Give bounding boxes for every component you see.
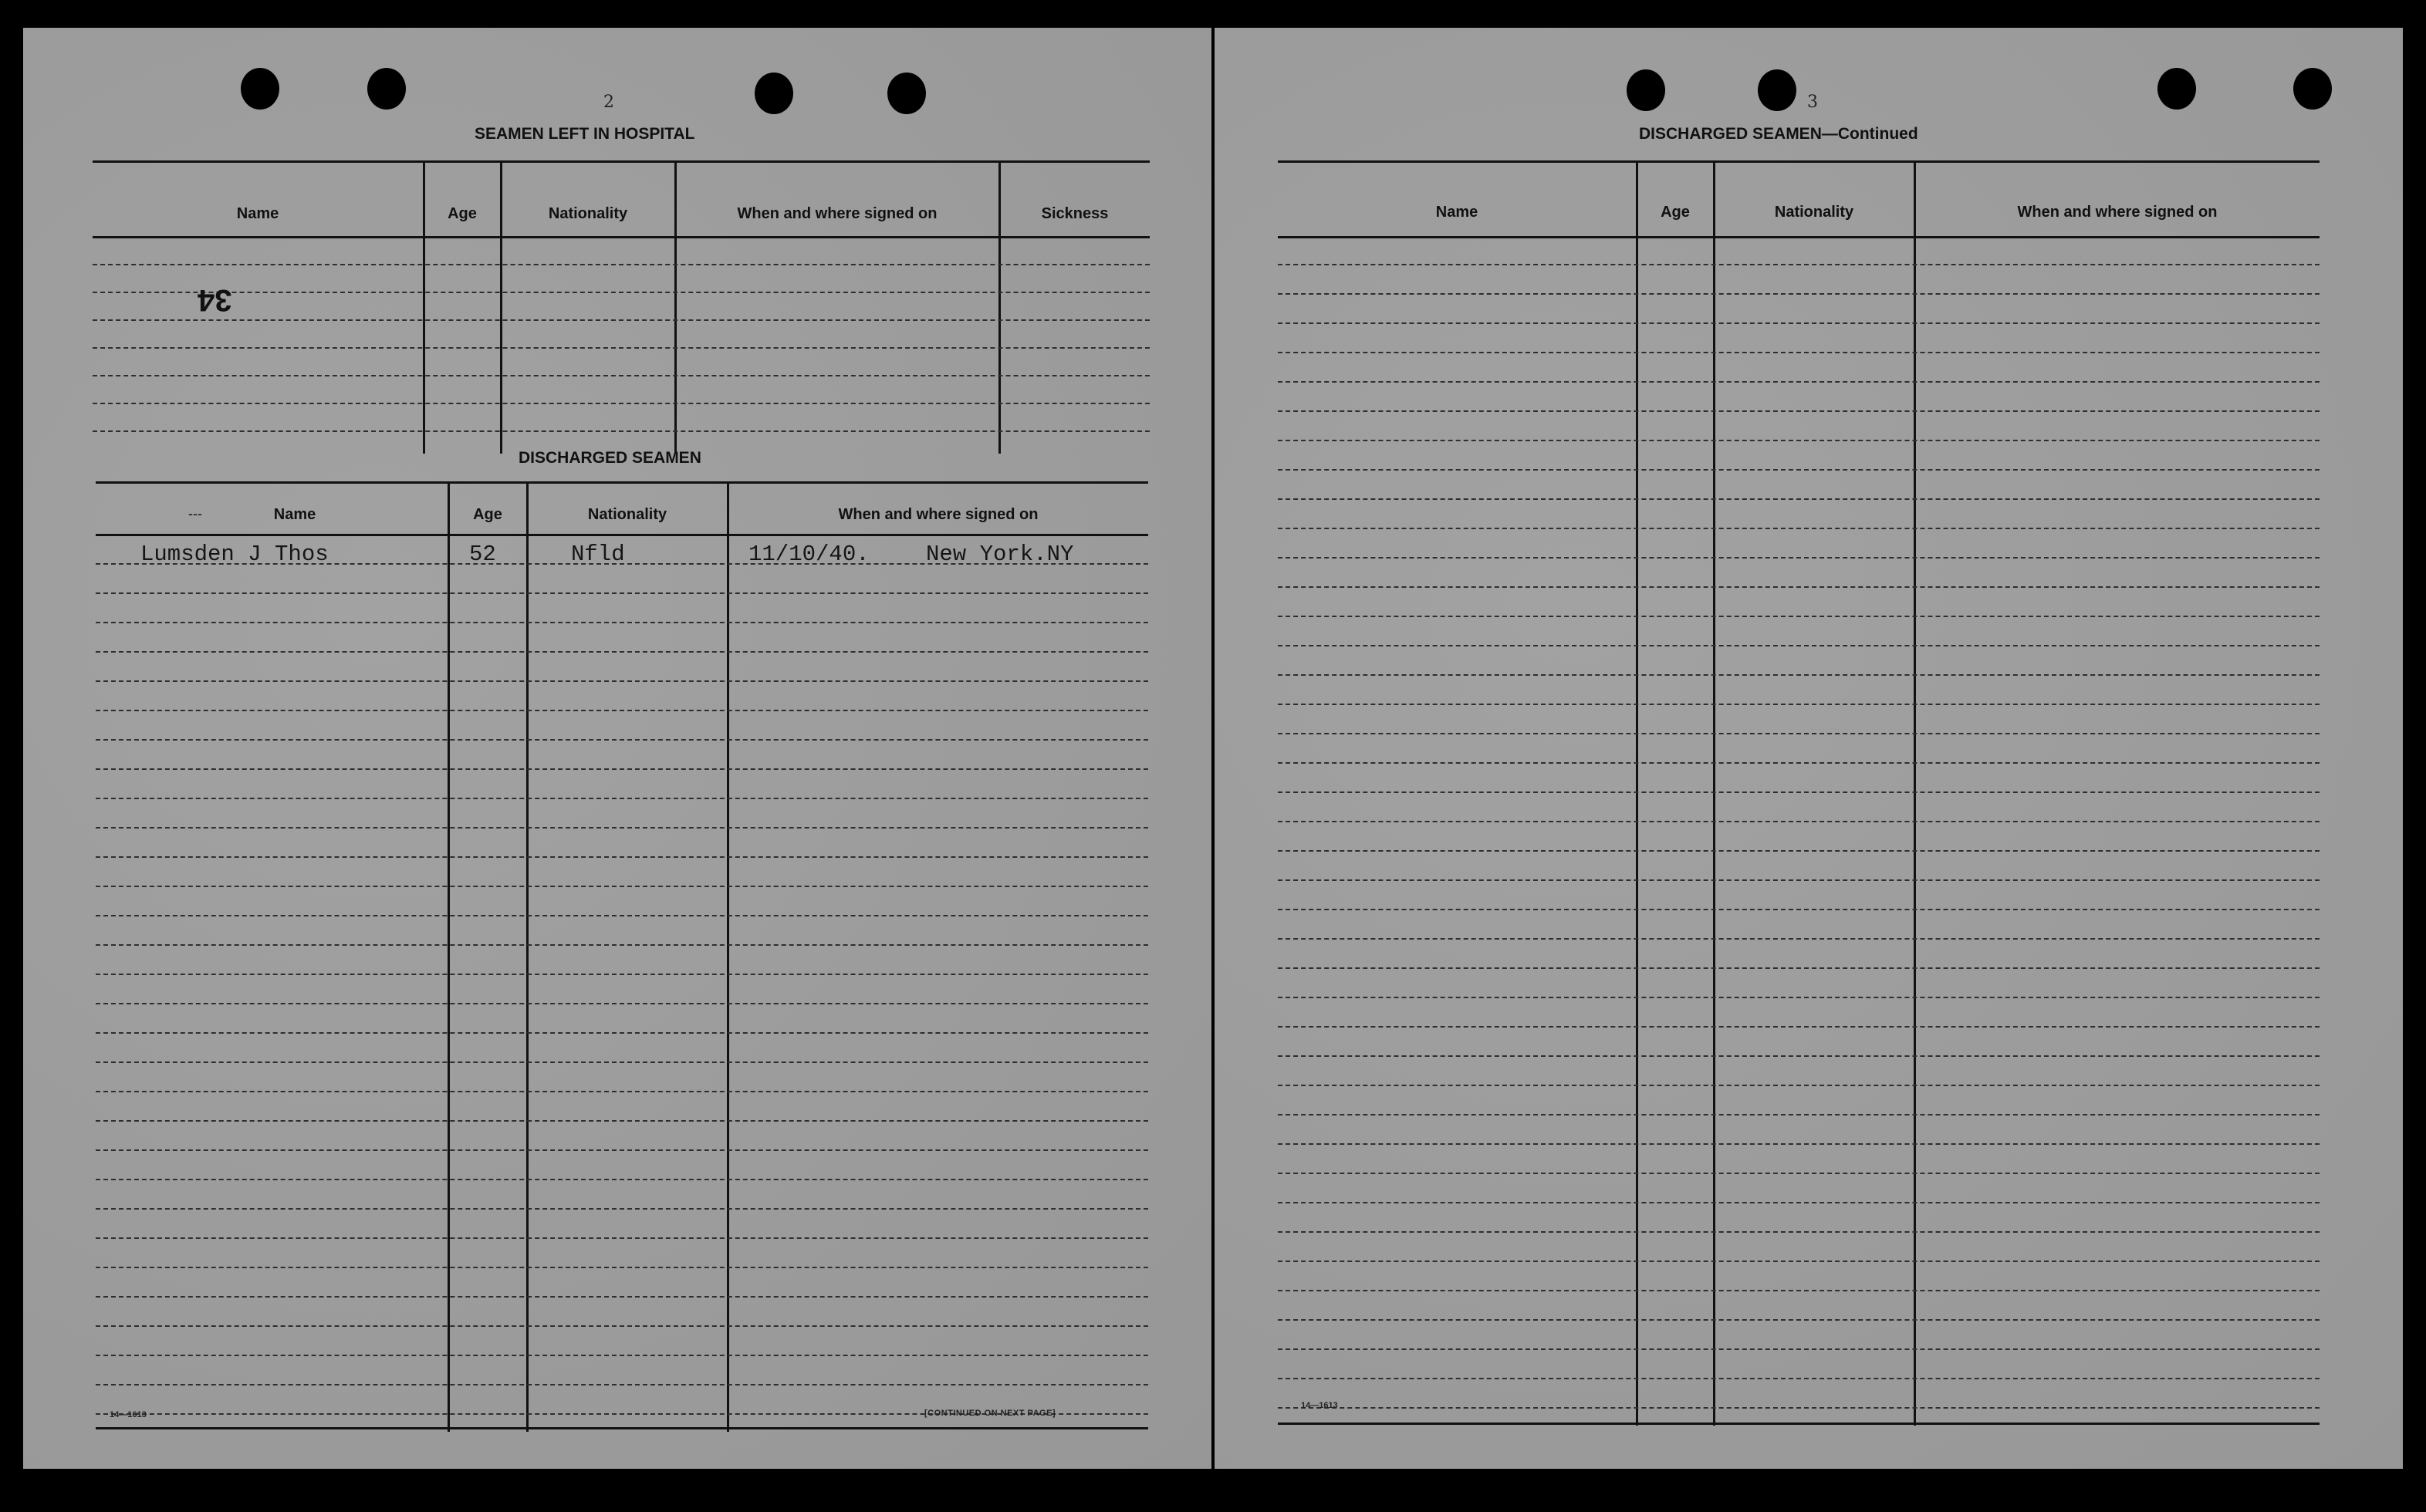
ruled-line — [1278, 674, 2320, 676]
ruled-line — [1278, 410, 2320, 412]
ruled-line — [1278, 821, 2320, 822]
ruled-line — [1278, 850, 2320, 852]
ruled-line — [1278, 1407, 2320, 1409]
ruled-line — [93, 430, 1150, 432]
ruled-line — [1278, 1026, 2320, 1028]
ruled-line — [96, 1296, 1148, 1298]
ruled-line — [93, 375, 1150, 376]
header-divider — [1278, 236, 2320, 238]
ruled-line — [93, 264, 1150, 265]
column-header-name: Name — [1435, 204, 1478, 221]
column-header-name: Name — [273, 506, 316, 523]
ruled-line — [96, 1003, 1148, 1004]
ruled-line — [1278, 938, 2320, 940]
section-title — [1639, 125, 1918, 143]
punch-hole — [1758, 69, 1796, 111]
entry-name: Lumsden J Thos — [140, 542, 329, 567]
ruled-line — [1278, 733, 2320, 734]
ruled-line — [96, 1237, 1148, 1239]
ruled-line — [1278, 1261, 2320, 1262]
section-title-main: DISCHARGED SEAMEN — [1639, 125, 1822, 143]
punch-hole — [2293, 68, 2332, 110]
column-header-age: Age — [473, 506, 502, 523]
ruled-line — [96, 1061, 1148, 1063]
entry-signed-place: New York.NY — [926, 542, 1074, 567]
column-divider — [674, 160, 677, 454]
ruled-line — [1278, 352, 2320, 353]
ruled-line — [1278, 322, 2320, 324]
ruled-line — [96, 651, 1148, 653]
entry-signed-date: 11/10/40. — [748, 542, 870, 567]
ruled-line — [1278, 967, 2320, 969]
table-bottom-border — [96, 1427, 1148, 1429]
ruled-line — [1278, 528, 2320, 529]
ruled-line — [1278, 586, 2320, 588]
header-divider — [96, 534, 1148, 536]
ruled-line — [96, 1208, 1148, 1210]
ruled-line — [93, 347, 1150, 349]
punch-hole — [887, 73, 926, 114]
ruled-line — [96, 856, 1148, 858]
ruled-line — [1278, 498, 2320, 500]
ruled-line — [1278, 1348, 2320, 1350]
ruled-line — [1278, 879, 2320, 881]
ruled-line — [1278, 762, 2320, 764]
punch-hole — [1627, 69, 1665, 111]
column-header-sickness: Sickness — [1041, 205, 1109, 222]
punch-hole — [241, 68, 279, 110]
page-number: 2 — [603, 93, 614, 112]
ruled-line — [1278, 1143, 2320, 1145]
ruled-line — [96, 974, 1148, 975]
column-divider — [998, 160, 1001, 454]
ruled-line — [96, 944, 1148, 946]
column-header-signed-on: When and where signed on — [838, 506, 1039, 523]
ruled-line — [96, 915, 1148, 916]
header-dash-mark: --- — [188, 506, 202, 521]
column-divider — [727, 481, 729, 1432]
ruled-line — [96, 1091, 1148, 1092]
ruled-line — [1278, 1290, 2320, 1291]
header-divider — [93, 236, 1150, 238]
ruled-line — [96, 622, 1148, 623]
ruled-line — [96, 1267, 1148, 1268]
ruled-line — [1278, 1173, 2320, 1174]
discharged-continued-table — [1278, 160, 2320, 1426]
discharged-section-title: DISCHARGED SEAMEN — [519, 449, 701, 467]
column-header-nationality: Nationality — [1774, 204, 1854, 221]
table-border — [1278, 160, 2320, 163]
ruled-line — [96, 798, 1148, 799]
left-page — [23, 28, 1211, 1469]
form-code: 14—1613 — [110, 1410, 147, 1419]
column-header-nationality: Nationality — [587, 506, 667, 523]
table-border — [96, 481, 1148, 484]
ruled-line — [1278, 293, 2320, 295]
ruled-line — [96, 1120, 1148, 1122]
ruled-line — [96, 1325, 1148, 1327]
column-divider — [500, 160, 502, 454]
punch-hole — [2157, 68, 2196, 110]
column-header-name: Name — [236, 205, 279, 222]
ruled-line — [1278, 616, 2320, 617]
ruled-line — [1278, 1055, 2320, 1057]
ruled-line — [96, 1355, 1148, 1356]
continued-note: [CONTINUED ON NEXT PAGE] — [924, 1409, 1056, 1418]
ruled-line — [1278, 645, 2320, 646]
ruled-line — [1278, 557, 2320, 559]
table-bottom-border — [1278, 1423, 2320, 1425]
section-title-suffix: —Continued — [1821, 125, 1918, 143]
column-header-signed-on: When and where signed on — [2017, 204, 2218, 221]
entry-nationality: Nfld — [571, 542, 625, 567]
ruled-line — [93, 403, 1150, 404]
ruled-line — [1278, 1319, 2320, 1321]
ruled-line — [96, 768, 1148, 770]
ruled-line — [1278, 1202, 2320, 1203]
ruled-line — [96, 1179, 1148, 1180]
ruled-line — [96, 592, 1148, 594]
ruled-line — [1278, 264, 2320, 265]
ruled-line — [1278, 997, 2320, 998]
form-code: 14—1613 — [1301, 1401, 1338, 1410]
ruled-line — [96, 1032, 1148, 1034]
column-divider — [1914, 160, 1916, 1426]
ruled-line — [1278, 469, 2320, 471]
ruled-line — [1278, 704, 2320, 705]
column-divider — [448, 481, 450, 1432]
ruled-line — [96, 1384, 1148, 1385]
ruled-line — [1278, 1114, 2320, 1115]
ruled-line — [96, 827, 1148, 829]
ruled-line — [1278, 440, 2320, 441]
ruled-line — [96, 1149, 1148, 1151]
right-page — [1215, 28, 2403, 1469]
ruled-line — [1278, 909, 2320, 910]
table-border — [93, 160, 1150, 163]
page-number: 3 — [1807, 93, 1818, 112]
column-header-nationality: Nationality — [548, 205, 628, 222]
punch-hole — [367, 68, 406, 110]
ruled-line — [1278, 1378, 2320, 1379]
column-header-age: Age — [448, 205, 477, 222]
column-header-age: Age — [1661, 204, 1690, 221]
column-divider — [423, 160, 425, 454]
punch-hole — [755, 73, 793, 114]
hospital-section-title: SEAMEN LEFT IN HOSPITAL — [475, 125, 695, 143]
hospital-table — [93, 160, 1150, 454]
ruled-line — [96, 710, 1148, 711]
ruled-line — [1278, 791, 2320, 793]
ruled-line — [96, 886, 1148, 887]
ruled-line — [93, 319, 1150, 321]
ruled-line — [1278, 1085, 2320, 1086]
column-divider — [1636, 160, 1638, 1426]
ruled-line — [1278, 1231, 2320, 1233]
ruled-line — [96, 739, 1148, 741]
entry-age: 52 — [469, 542, 496, 567]
column-divider — [526, 481, 529, 1432]
column-header-signed-on: When and where signed on — [737, 205, 938, 222]
stray-number-mark: 34 — [198, 283, 232, 317]
ruled-line — [96, 680, 1148, 682]
ruled-line — [1278, 381, 2320, 383]
discharged-table — [96, 481, 1148, 1432]
ruled-line — [93, 292, 1150, 293]
column-divider — [1713, 160, 1715, 1426]
